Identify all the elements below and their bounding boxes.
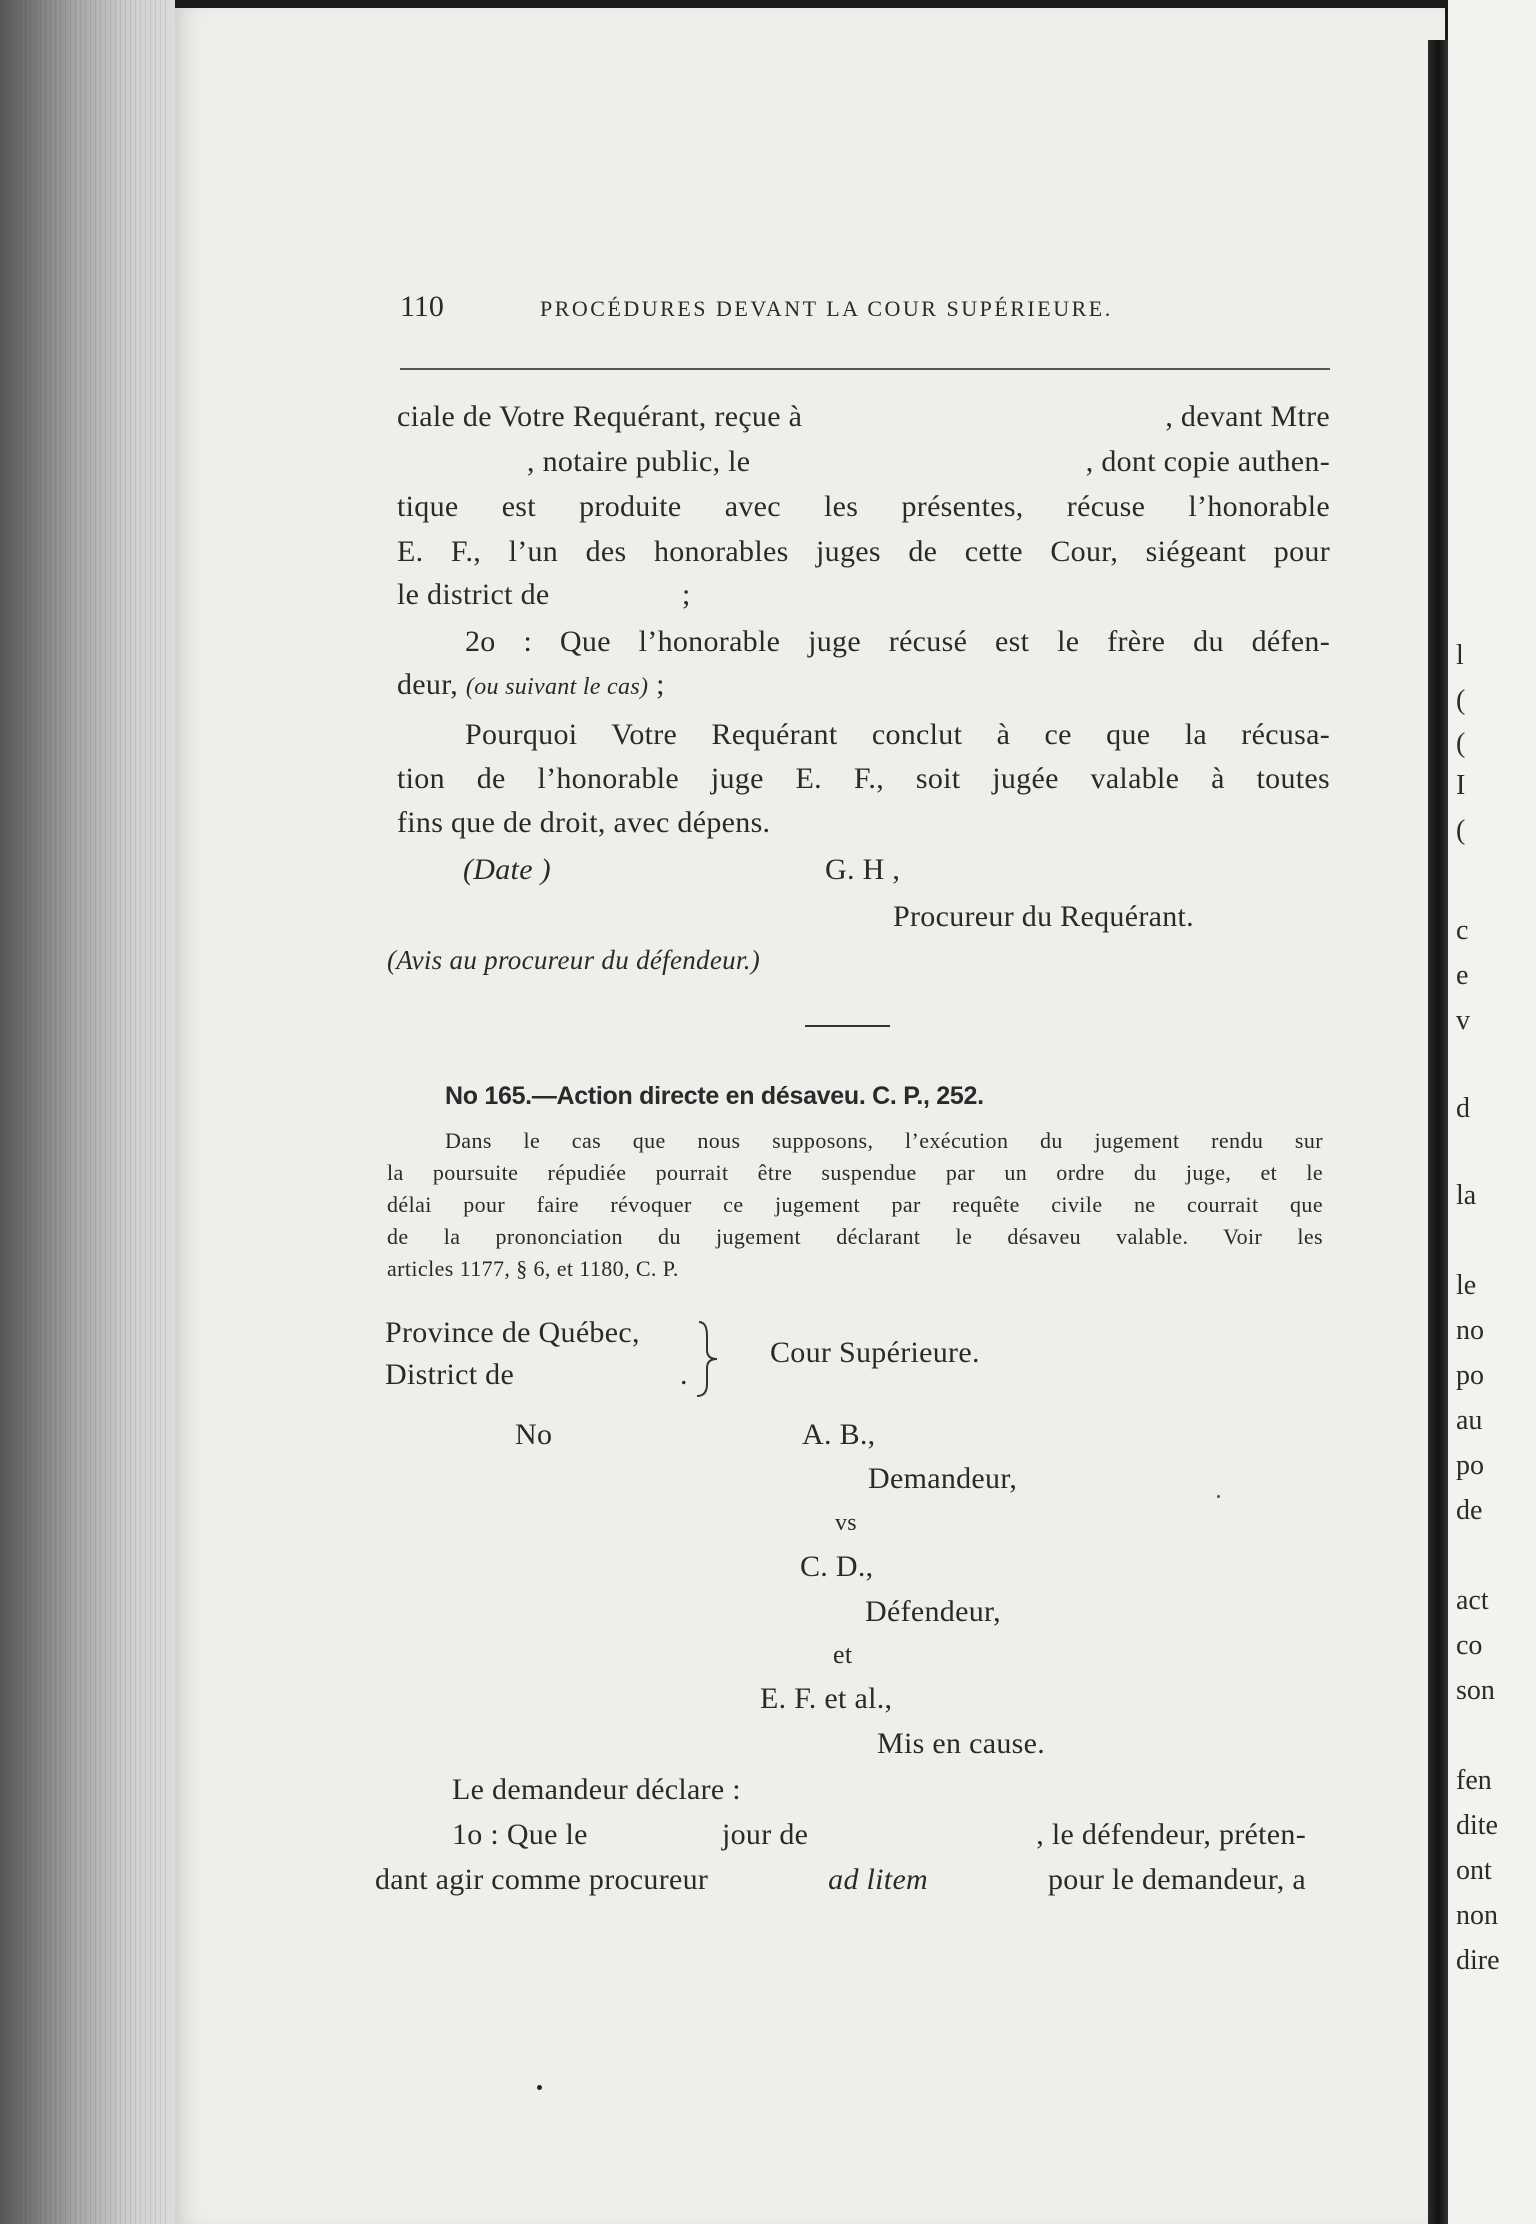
page-number: 110 bbox=[400, 290, 444, 323]
note-line: articles 1177, § 6, et 1180, C. P. bbox=[387, 1256, 679, 1281]
text-line bbox=[397, 400, 1330, 440]
facing-text: ( bbox=[1456, 728, 1466, 759]
mis-en-cause-role: Mis en cause. bbox=[877, 1727, 1046, 1760]
italic-fragment: ad litem bbox=[828, 1863, 929, 1896]
italic-fragment: (ou suivant le cas) bbox=[465, 674, 649, 700]
section-divider bbox=[805, 1025, 890, 1027]
facing-page bbox=[1448, 0, 1536, 2224]
text-line bbox=[397, 578, 1330, 618]
notice-line: (Avis au procureur du défendeur.) bbox=[387, 945, 761, 975]
facing-text: act bbox=[1456, 1585, 1489, 1616]
text-line: E. F., l’un des honorables juges de cette Cour, siégeant pour bbox=[397, 535, 1330, 568]
facing-text: non bbox=[1456, 1900, 1498, 1931]
text-line: fins que de droit, avec dépens. bbox=[397, 806, 771, 839]
text-fragment: , notaire public, le bbox=[527, 445, 751, 478]
brace-icon bbox=[695, 1318, 721, 1400]
facing-text: la bbox=[1456, 1180, 1477, 1211]
text-fragment: ; bbox=[682, 578, 691, 611]
dust-speck bbox=[1217, 1495, 1220, 1498]
facing-text: po bbox=[1456, 1450, 1484, 1481]
text-fragment: ciale de Votre Requérant, reçue à bbox=[397, 400, 803, 433]
facing-text: e bbox=[1456, 960, 1469, 991]
text-line bbox=[452, 1818, 1306, 1858]
note-line: délai pour faire révoquer ce jugement par requête civile ne courrait que bbox=[387, 1192, 1323, 1217]
text-fragment: jour de bbox=[722, 1818, 809, 1851]
caption-district: District de bbox=[385, 1358, 515, 1391]
declaration-intro: Le demandeur déclare : bbox=[452, 1773, 741, 1806]
text-line: tion de l’honorable juge E. F., soit jugée valable à toutes bbox=[397, 762, 1330, 795]
running-head: PROCÉDURES DEVANT LA COUR SUPÉRIEURE. bbox=[540, 296, 1113, 321]
book-gutter bbox=[1428, 40, 1448, 2224]
text-line bbox=[397, 445, 1330, 485]
caption-province: Province de Québec, bbox=[385, 1316, 640, 1349]
signature-title: Procureur du Requérant. bbox=[893, 900, 1194, 933]
facing-text: ont bbox=[1456, 1855, 1492, 1886]
facing-text: c bbox=[1456, 915, 1469, 946]
dust-speck bbox=[537, 2085, 542, 2090]
text-line bbox=[397, 668, 665, 702]
section-heading: No 165.—Action directe en désaveu. C. P., 252. bbox=[445, 1082, 984, 1110]
text-fragment: ; bbox=[656, 668, 665, 701]
case-number-label: No bbox=[515, 1418, 553, 1451]
facing-text: de bbox=[1456, 1495, 1483, 1526]
text-fragment: , le défendeur, préten- bbox=[1036, 1818, 1306, 1851]
versus: vs bbox=[835, 1510, 857, 1536]
text-line: Pourquoi Votre Requérant conclut à ce que la récusa- bbox=[465, 718, 1330, 751]
text-fragment: le district de bbox=[397, 578, 550, 611]
plaintiff-role: Demandeur, bbox=[868, 1462, 1018, 1495]
facing-text: I bbox=[1456, 770, 1466, 801]
facing-text: fen bbox=[1456, 1765, 1492, 1796]
facing-text: au bbox=[1456, 1405, 1483, 1436]
facing-text: ( bbox=[1456, 685, 1466, 716]
facing-text: d bbox=[1456, 1093, 1470, 1124]
text-fragment: 1o : Que le bbox=[452, 1818, 588, 1851]
text-fragment: , devant Mtre bbox=[1165, 400, 1330, 433]
defendant-name: C. D., bbox=[800, 1550, 874, 1583]
text-fragment: deur, bbox=[397, 668, 459, 701]
text-line bbox=[375, 1863, 1306, 1897]
facing-text: son bbox=[1456, 1675, 1495, 1706]
page-edge-texture bbox=[20, 0, 170, 2224]
text-fragment: , dont copie authen- bbox=[1085, 445, 1330, 478]
facing-text: no bbox=[1456, 1315, 1484, 1346]
text-fragment: pour le demandeur, a bbox=[1047, 1863, 1306, 1896]
facing-text: dite bbox=[1456, 1810, 1498, 1841]
court-name: Cour Supérieure. bbox=[770, 1336, 980, 1369]
facing-text: co bbox=[1456, 1630, 1483, 1661]
and-word: et bbox=[833, 1640, 853, 1669]
note-line: Dans le cas que nous supposons, l’exécution du jugement rendu sur bbox=[445, 1128, 1323, 1153]
facing-text: v bbox=[1456, 1005, 1470, 1036]
date-placeholder: (Date ) bbox=[463, 853, 551, 886]
facing-text: le bbox=[1456, 1270, 1477, 1301]
mis-en-cause-name: E. F. et al., bbox=[760, 1682, 893, 1715]
signature: G. H , bbox=[825, 853, 901, 886]
note-line: la poursuite répudiée pourrait être suspendue par un ordre du juge, et le bbox=[387, 1160, 1323, 1185]
facing-text: dire bbox=[1456, 1945, 1500, 1976]
facing-text: po bbox=[1456, 1360, 1484, 1391]
facing-text: ( bbox=[1456, 815, 1466, 846]
defendant-role: Défendeur, bbox=[865, 1595, 1001, 1628]
facing-text: l bbox=[1456, 640, 1464, 671]
text-line: tique est produite avec les présentes, récuse l’honorable bbox=[397, 490, 1330, 523]
plaintiff-name: A. B., bbox=[802, 1418, 876, 1451]
note-line: de la prononciation du jugement déclarant le désaveu valable. Voir les bbox=[387, 1224, 1323, 1249]
caption-district-dot: . bbox=[680, 1358, 688, 1391]
header-rule bbox=[400, 368, 1330, 370]
text-line: 2o : Que l’honorable juge récusé est le frère du défen- bbox=[465, 625, 1330, 658]
text-fragment: dant agir comme procureur bbox=[375, 1863, 709, 1896]
